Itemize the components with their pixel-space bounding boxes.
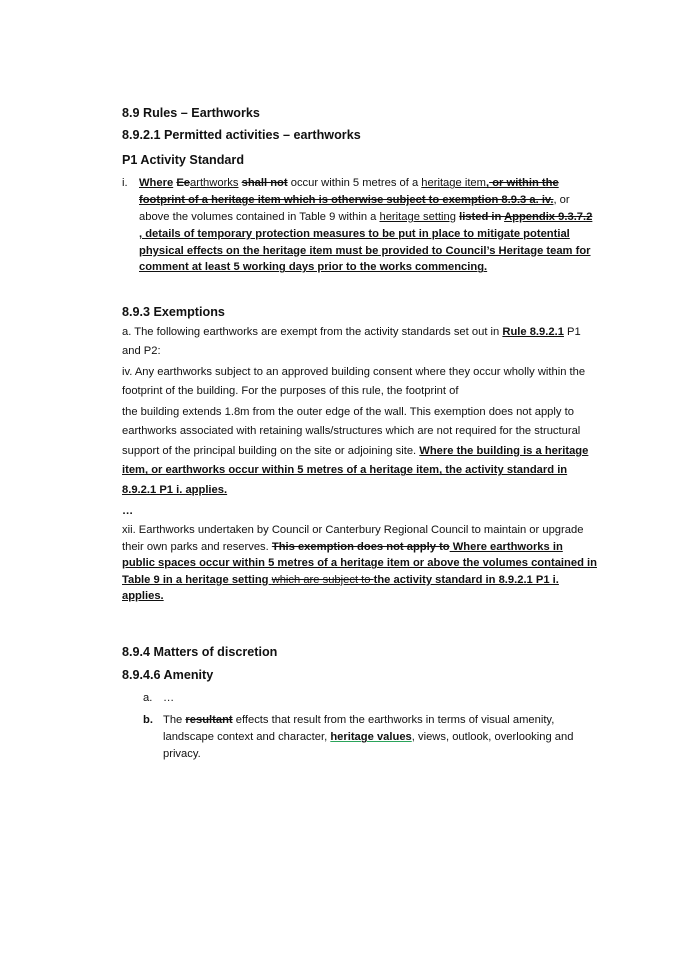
exemption-iv-part-1: iv. Any earthworks subject to an approved building consent where they occur wholly within the footprint of the building. For the purposes of this rule, the footprint of [122,365,586,398]
amenity-b-text-1: effects that result from the earthworks in terms of visual amenity, landscape context and character, [163,714,555,744]
struck-exemption-does-not-apply: This exemption does not apply to [271,540,450,553]
exemption-xii [122,522,597,605]
exemptions-intro [122,323,597,362]
struck-appendix-link[interactable]: Appendix 9.3.7.2 [504,210,593,223]
heading-amenity: 8.9.4.6 Amenity [122,667,214,682]
amenity-item-a-text: … [163,692,175,705]
amenity-item-a [143,690,597,707]
added-comma: , [485,177,490,190]
added-protection-measures: , details of temporary protection measures to be put in place to mitigate potential physical effects on the heritage item must be provided to Council’s Heritage team for comment at least 5 working days prior to the works commencing. [139,227,591,274]
heading-exemptions: 8.9.3 Exemptions [122,305,225,320]
amenity-b-the: The [163,714,186,727]
omission-ellipsis: … [122,504,134,517]
exemption-iv-part-2 [122,403,597,501]
heading-p1-activity-standard: P1 Activity Standard [122,152,245,167]
rule-i-text-1: occur within 5 metres of a [287,177,422,190]
heading-permitted-activities: 8.9.2.1 Permitted activities – earthworks [122,127,361,142]
exemptions-intro-b: P1 and P2: [122,325,581,358]
rule-i-paragraph [122,175,597,276]
arthworks-text: arthworks [190,177,239,190]
exemptions-intro-a: a. The following earthworks are exempt from the activity standards set out in [122,325,503,338]
heritage-values-link[interactable]: heritage values [330,731,412,744]
amenity-b-text-2: , views, outlook, overlooking and privacy. [163,731,574,761]
rule-i-number: i. [122,177,128,190]
struck-ee: Ee [176,177,190,190]
heading-rules-earthworks: 8.9 Rules – Earthworks [122,106,260,120]
document-body [122,105,597,768]
struck-which-are-subject-to: which are subject to [271,573,374,586]
added-heritage-building-clause: Where the building is a heritage item, or earthworks occur within 5 metres of a heritage item, the activity standard in 8.9.2.1 P1 i. applies. [122,444,589,496]
heritage-setting-link[interactable]: heritage setting [379,210,456,223]
amenity-item-b-number: b. [143,714,153,727]
struck-resultant: resultant [185,714,233,727]
added-where: Where [139,177,174,190]
exemption-iv-text: the building extends 1.8m from the outer edge of the wall. This exemption does not apply to earthworks associated with retaining walls/structures which are not required for the structural support of the principal building on the site or adjoining site. [122,405,581,457]
struck-listed-in: listed in [459,210,505,223]
amenity-item-a-number: a. [143,692,153,705]
exemption-xii-text: xii. Earthworks undertaken by Council or Canterbury Regional Council to maintain or upgrade their own parks and reserves. [122,524,584,553]
rule-8921-link[interactable]: Rule 8.9.2.1 [502,325,564,338]
heading-matters-of-discretion: 8.9.4 Matters of discretion [122,644,278,659]
rule-i-text-2: , or above the volumes contained in Table 9 within a [139,194,570,223]
heritage-item-link[interactable]: heritage item [421,177,486,190]
struck-shall-not: shall not [241,177,288,190]
added-activity-standard-applies: the activity standard in 8.9.2.1 P1 i. applies. [122,573,559,603]
amenity-item-b [143,712,597,763]
struck-footprint-clause: or within the footprint of a heritage item which is otherwise subject to exemption 8.9.3 a. iv. [139,177,559,207]
amenity-list [143,690,597,763]
added-public-spaces-clause: Where earthworks in public spaces occur within 5 metres of a heritage item or above the volumes contained in Table 9 in a heritage setting [122,540,597,586]
